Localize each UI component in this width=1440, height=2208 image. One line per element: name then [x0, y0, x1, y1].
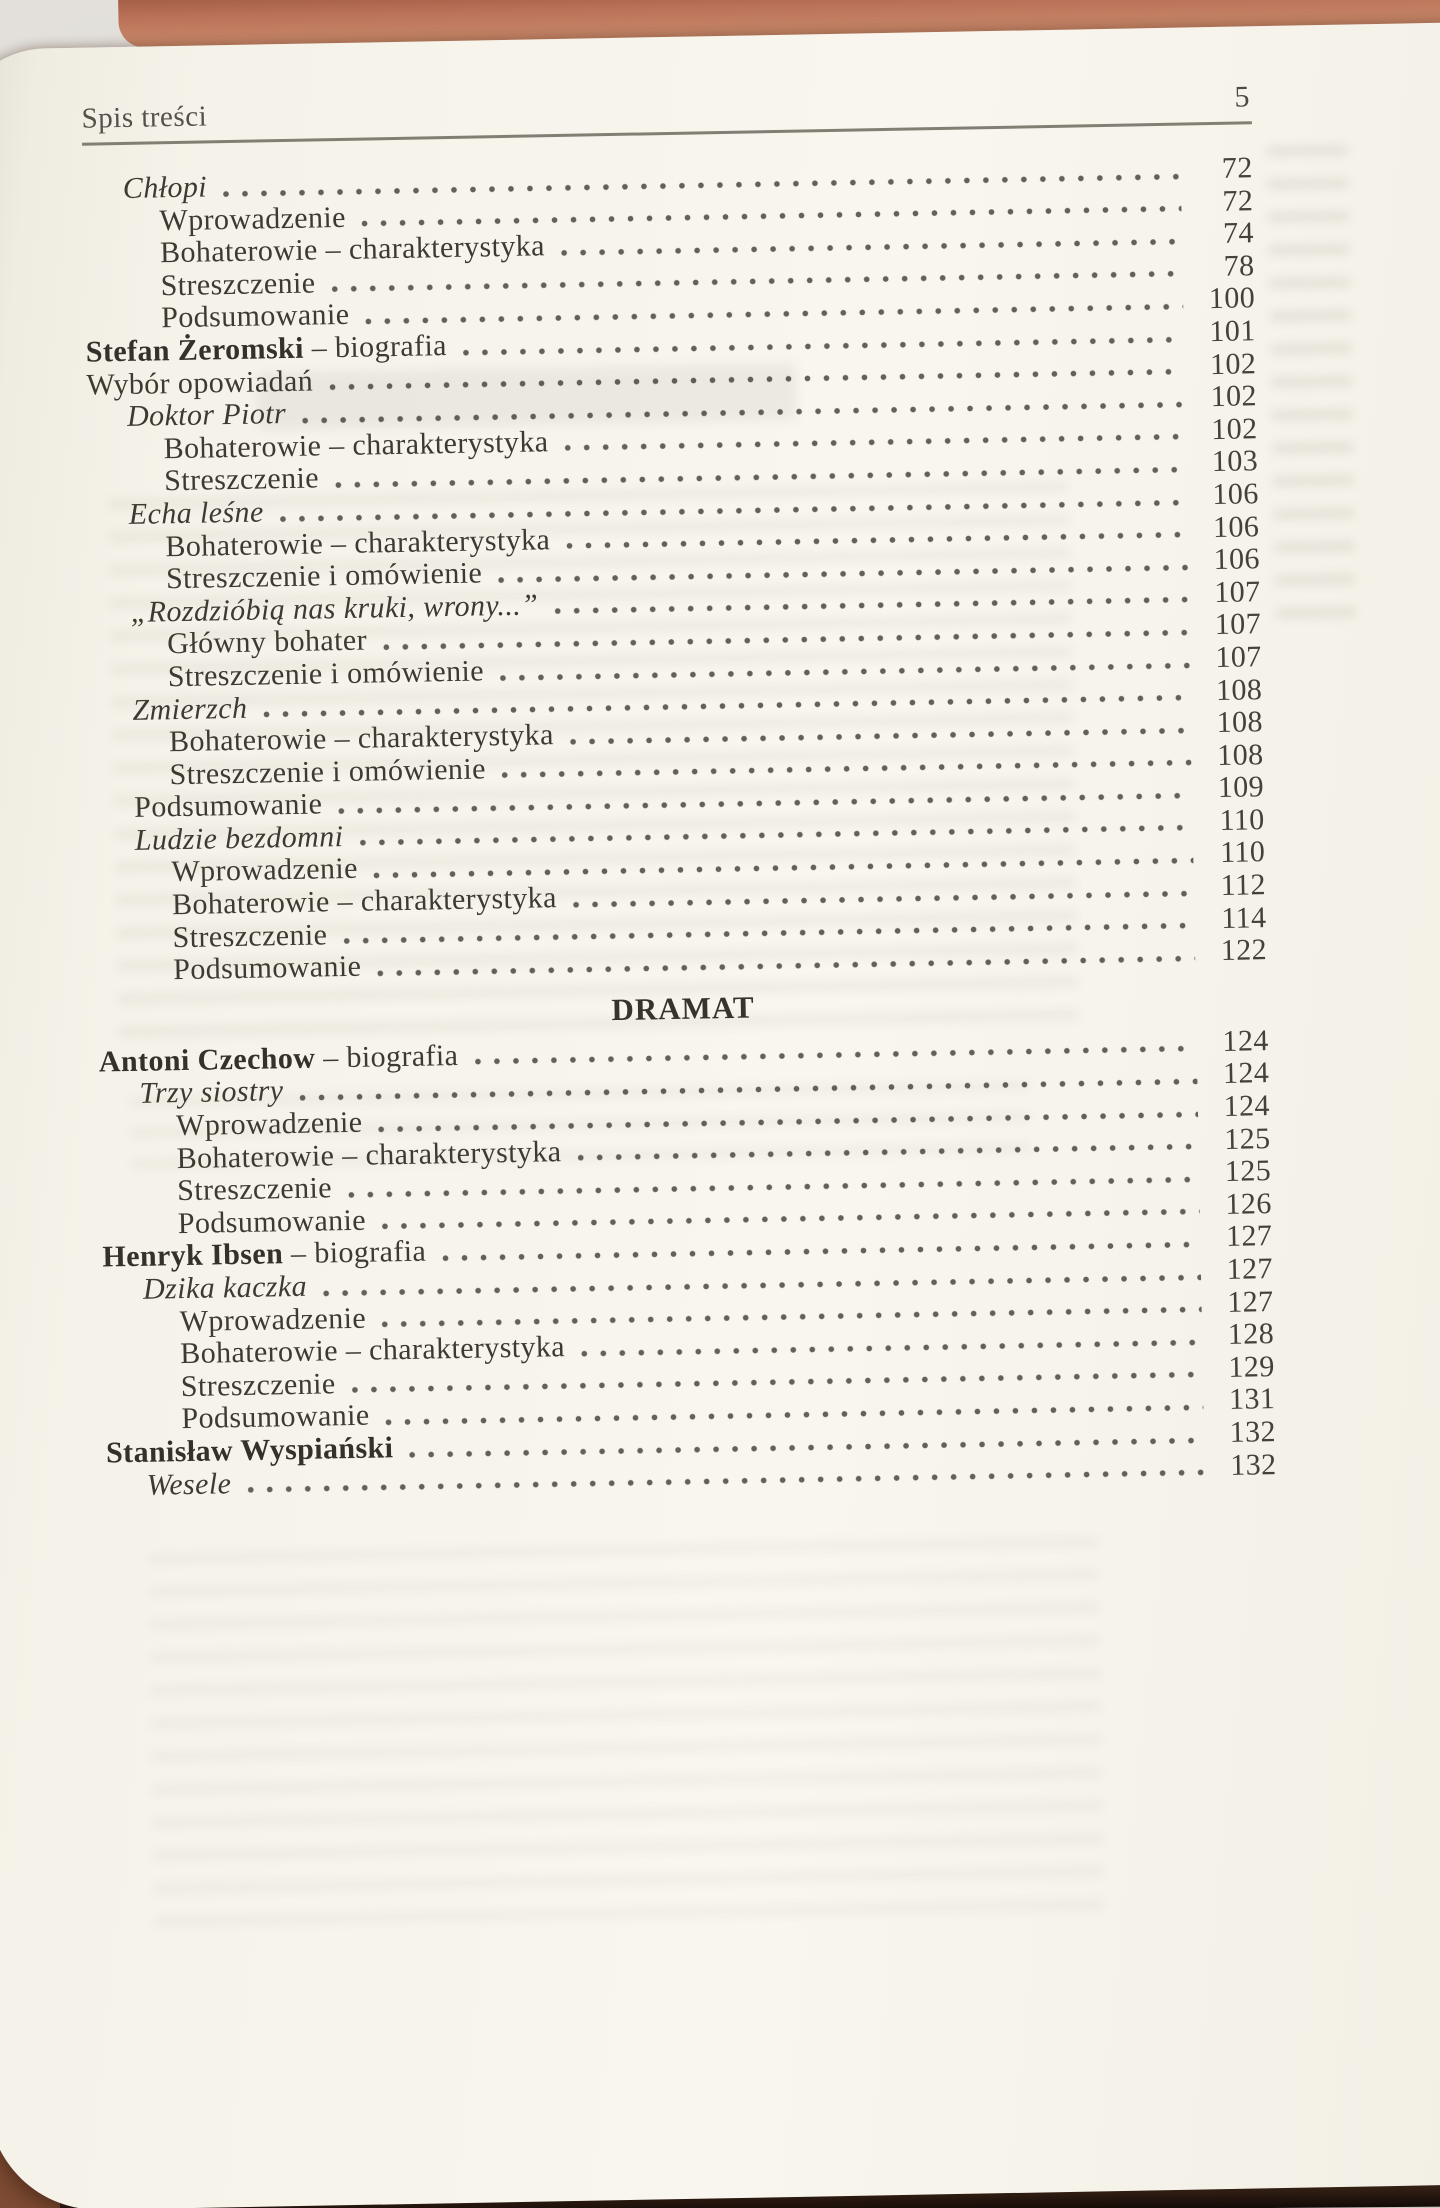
page-content: [0, 22, 1440, 2208]
toc-entry-page-number: 107: [1215, 640, 1262, 674]
toc-entry-page-number: 106: [1213, 542, 1261, 577]
toc-entry-page-number: 108: [1215, 672, 1263, 707]
toc-section-dramat: [99, 1025, 1277, 1503]
toc-entry-label: Bohaterowie – charakterystyka: [171, 881, 558, 922]
toc-entry-label: Streszczenie: [176, 1171, 333, 1208]
toc-entry-label: Streszczenie i omówienie: [167, 654, 485, 694]
toc-entry-page-number: 106: [1212, 477, 1259, 511]
toc-entry-page-number: 110: [1219, 835, 1266, 870]
toc-entry-label: Doktor Piotr: [126, 397, 287, 434]
toc-entry-page-number: 102: [1210, 411, 1258, 446]
toc-entry-page-number: 125: [1223, 1121, 1271, 1156]
toc-entry-label: Echa leśne: [128, 495, 264, 531]
toc-entry-label: Streszczenie: [163, 461, 320, 498]
toc-entry-label: Wprowadzenie: [159, 200, 347, 237]
page-title: Spis treści: [81, 100, 208, 135]
toc-entry-label: Ludzie bezdomni: [134, 819, 344, 857]
toc-entry-page-number: 114: [1221, 900, 1267, 935]
toc-entry-label: Podsumowanie: [160, 298, 350, 335]
toc-entry-label: Streszczenie i omówienie: [169, 752, 487, 791]
toc-entry-label: Bohaterowie – charakterystyka: [179, 1330, 566, 1371]
toc-entry-page-number: 132: [1229, 1415, 1277, 1449]
toc-entry-page-number: 126: [1225, 1186, 1272, 1221]
toc-entry-label: Bohaterowie – charakterystyka: [159, 229, 546, 270]
toc-entry-label: Podsumowanie: [172, 949, 362, 987]
toc-entry-label: Główny bohater: [166, 623, 368, 661]
toc-entry-page-number: 129: [1228, 1349, 1275, 1384]
table-of-contents: [83, 152, 1277, 1502]
toc-entry-label: Bohaterowie – charakterystyka: [176, 1134, 562, 1175]
toc-entry-label: Zmierzch: [132, 691, 248, 727]
toc-entry-page-number: 127: [1226, 1284, 1274, 1319]
page-number: 5: [1234, 80, 1250, 114]
toc-entry-label: Podsumowanie: [181, 1399, 370, 1436]
toc-entry-label: Bohaterowie – charakterystyka: [163, 424, 549, 466]
toc-entry-label: Wesele: [146, 1466, 232, 1502]
toc-entry-page-number: 72: [1221, 151, 1253, 185]
toc-entry-page-number: 109: [1217, 770, 1265, 805]
toc-entry-label: Wprowadzenie: [179, 1301, 367, 1338]
dot-leader: [244, 1483, 1205, 1501]
toc-entry-label: Bohaterowie – charakterystyka: [168, 718, 555, 759]
toc-entry-label: Stanisław Wyspiański: [105, 1431, 394, 1470]
toc-entry-label: Wprowadzenie: [171, 852, 359, 889]
toc-section-proza: [83, 152, 1268, 988]
toc-entry-page-number: 108: [1216, 737, 1264, 772]
toc-entry-page-number: 108: [1216, 705, 1264, 740]
toc-entry-page-number: 112: [1220, 868, 1267, 903]
toc-entry-page-number: 100: [1208, 281, 1256, 316]
toc-entry-label: Bohaterowie – charakterystyka: [165, 522, 551, 563]
toc-entry-page-number: 78: [1223, 249, 1255, 283]
toc-entry-label: Henryk Ibsen – biografia: [102, 1234, 427, 1274]
toc-entry-label: Streszczenie i omówienie: [165, 556, 483, 596]
toc-entry-label: Podsumowanie: [133, 787, 323, 825]
section-heading-dramat: DRAMAT: [611, 989, 755, 1027]
toc-entry-page-number: 101: [1209, 314, 1256, 349]
toc-entry-page-number: 127: [1225, 1219, 1273, 1254]
toc-entry-page-number: 110: [1219, 803, 1265, 837]
toc-entry-page-number: 103: [1211, 444, 1259, 479]
toc-entry-page-number: 124: [1222, 1056, 1270, 1091]
toc-entry-label: Streszczenie: [180, 1367, 336, 1403]
toc-entry-label: Stefan Żeromski – biografia: [85, 329, 448, 369]
toc-entry-page-number: 124: [1222, 1023, 1269, 1058]
toc-entry-label: Podsumowanie: [177, 1203, 367, 1240]
toc-entry-label: Wybór opowiadań: [86, 364, 314, 402]
toc-entry-page-number: 127: [1226, 1252, 1274, 1286]
toc-entry-page-number: 106: [1212, 509, 1260, 544]
toc-entry-label: Streszczenie: [160, 266, 316, 303]
toc-entry-page-number: 125: [1224, 1154, 1272, 1189]
toc-entry-page-number: 107: [1214, 607, 1262, 642]
toc-entry-page-number: 74: [1222, 216, 1255, 251]
toc-entry-page-number: 124: [1223, 1089, 1271, 1123]
toc-entry-page-number: 107: [1213, 574, 1261, 609]
toc-entry-label: Streszczenie: [172, 918, 328, 954]
toc-entry-page-number: 72: [1222, 183, 1254, 218]
toc-entry-page-number: 128: [1227, 1317, 1275, 1352]
toc-entry-page-number: 102: [1209, 346, 1257, 381]
toc-entry-label: Dzika kaczka: [142, 1269, 308, 1306]
toc-entry-page-number: 132: [1229, 1447, 1277, 1482]
toc-entry-page-number: 131: [1228, 1382, 1276, 1417]
dot-leader: [374, 968, 1196, 983]
toc-entry-page-number: 122: [1220, 933, 1268, 968]
toc-entry-label: „Rozdzióbią nas kruki, wrony...”: [130, 588, 539, 629]
toc-entry-label: Chłopi: [122, 170, 208, 205]
toc-entry-label: Antoni Czechow – biografia: [98, 1038, 459, 1079]
toc-entry-label: Wprowadzenie: [175, 1105, 363, 1143]
toc-entry-label: Trzy siostry: [139, 1074, 284, 1111]
toc-entry-page-number: 102: [1210, 379, 1258, 414]
book-page: [0, 22, 1440, 2208]
